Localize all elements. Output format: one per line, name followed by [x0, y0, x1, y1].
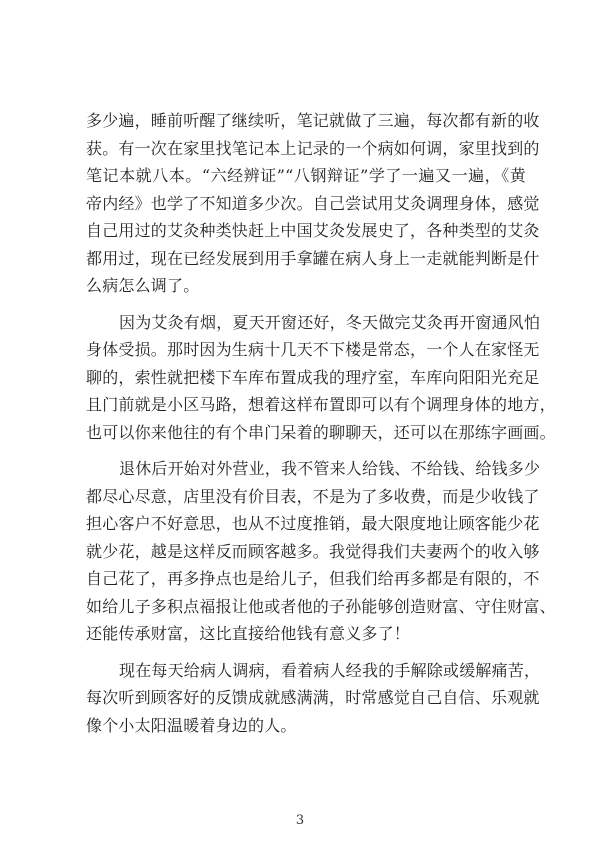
text-line: 都用过，现在已经发展到用手拿罐在病人身上一走就能判断是什 — [86, 248, 540, 268]
text-line: 帝内经》也学了不知道多少次。自己尝试用艾灸调理身体，感觉 — [86, 193, 540, 213]
text-line: 笔记本就八本。“六经辨证”“八钢辩证”学了一遍又一遍，《黄 — [86, 166, 526, 185]
text-line: 聊的，索性就把楼下车库布置成我的理疗室，车库向阳阳光充足 — [86, 367, 540, 387]
text-line: 每次听到顾客好的反馈成就感满满，时常感觉自己自信、乐观就 — [86, 688, 540, 707]
text-line: 身体受损。那时因为生病十几天不下楼是常态，一个人在家怪无 — [86, 340, 540, 359]
text-line: 么病怎么调了。 — [86, 276, 200, 295]
text-line: 也可以你来他往的有个串门呆着的聊聊天，还可以在那练字画画。 — [86, 422, 556, 442]
text-line: 像个小太阳温暖着身边的人。 — [86, 715, 297, 735]
paragraph-4 — [86, 657, 541, 740]
page-number: 3 — [295, 813, 305, 828]
text-line: 现在每天给病人调病，看着病人经我的手解除或缓解痛苦， — [119, 660, 541, 680]
text-line: 因为艾灸有烟，夏天开窗还好，冬天做完艾灸再开窗通风怕 — [119, 312, 541, 332]
paragraph-2 — [86, 309, 556, 447]
paragraph-3 — [86, 455, 556, 648]
text-line: 如给儿子多积点福报让他或者他的子孙能够创造财富、守住财富、 — [86, 596, 556, 616]
text-line: 都尽心尽意，店里没有价目表，不是为了多收费，而是少收钱了 — [86, 486, 540, 506]
body-text — [86, 107, 556, 748]
text-line: 且门前就是小区马路，想着这样布置即可以有个调理身体的地方， — [86, 395, 556, 414]
text-line: 担心客户不好意思，也从不过度推销，最大限度地让顾客能少花 — [86, 514, 540, 533]
text-line: 自己花了，再多挣点也是给儿子，但我们给再多都是有限的，不 — [86, 569, 540, 588]
text-line: 多少遍，睡前听醒了继续听，笔记就做了三遍，每次都有新的收 — [86, 111, 540, 130]
text-line: 还能传承财富，这比直接给他钱有意义多了！ — [86, 624, 411, 643]
paragraph-1 — [86, 107, 540, 300]
text-line: 退休后开始对外营业，我不管来人给钱、不给钱、给钱多少 — [119, 459, 541, 478]
text-line: 就少花，越是这样反而顾客越多。我觉得我们夫妻两个的收入够 — [86, 541, 540, 561]
text-line: 自己用过的艾灸种类快赶上中国艾灸发展史了，各种类型的艾灸 — [86, 221, 540, 240]
text-line: 获。有一次在家里找笔记本上记录的一个病如何调，家里找到的 — [86, 138, 540, 158]
